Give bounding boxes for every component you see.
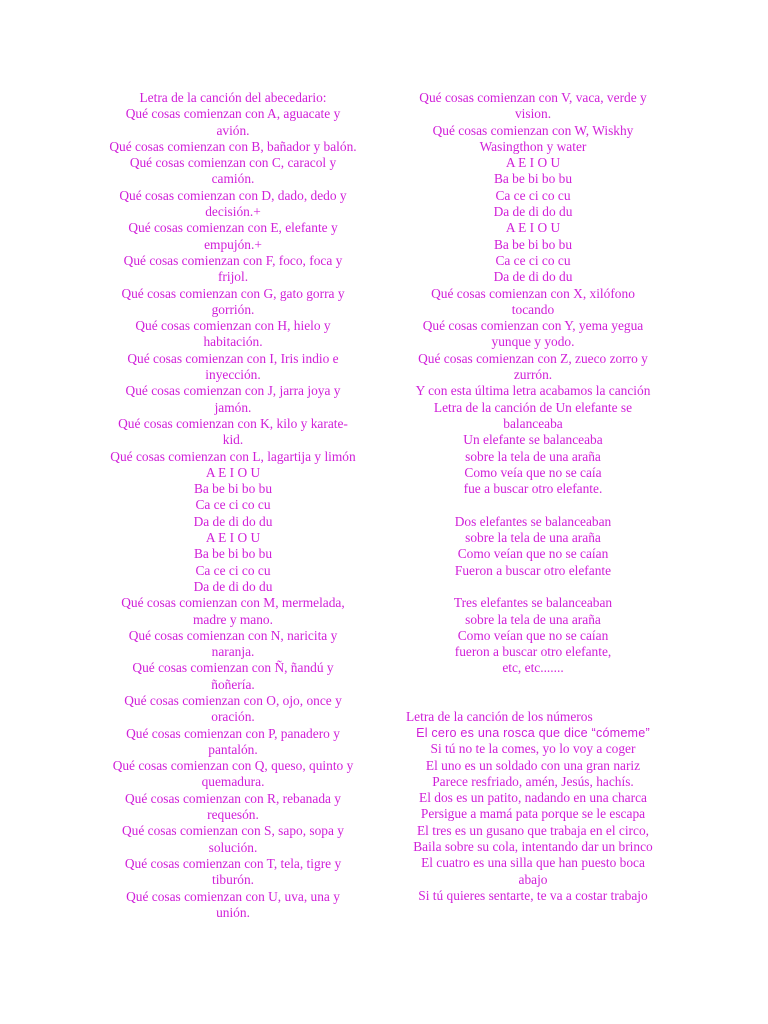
text-line: Qué cosas comienzan con L, lagartija y limón bbox=[110, 448, 356, 464]
text-line: Da de di do du bbox=[193, 578, 273, 594]
text-line: jamón. bbox=[214, 399, 252, 415]
text-line: Ca ce ci co cu bbox=[195, 562, 271, 578]
verse-line: El cuatro es una silla que han puesto boca bbox=[421, 855, 645, 871]
text-line: Qué cosas comienzan con Y, yema yegua bbox=[422, 318, 644, 334]
numeros-first-line: El cero es una rosca que dice “cómeme” bbox=[416, 725, 650, 740]
text-line: Qué cosas comienzan con V, vaca, verde y bbox=[419, 90, 647, 105]
text-line: empujón.+ bbox=[204, 236, 262, 252]
text-line: Qué cosas comienzan con O, ojo, once y bbox=[124, 692, 342, 708]
text-line: pantalón. bbox=[208, 741, 258, 757]
text-line: Da de di do du bbox=[493, 269, 573, 285]
text-line: unión. bbox=[216, 904, 250, 920]
text-line: Qué cosas comienzan con K, kilo y karate- bbox=[118, 415, 348, 431]
text-line: Qué cosas comienzan con D, dado, dedo y bbox=[119, 187, 347, 203]
text-line: Qué cosas comienzan con P, panadero y bbox=[126, 725, 340, 741]
text-line: Qué cosas comienzan con Ñ, ñandú y bbox=[132, 660, 334, 676]
text-line: Qué cosas comienzan con A, aguacate y bbox=[125, 106, 341, 122]
verse-line: abajo bbox=[518, 871, 548, 887]
text-line: solución. bbox=[208, 839, 258, 855]
verse-line: Si tú quieres sentarte, te va a costar trabajo bbox=[418, 887, 648, 903]
verse-line: Como veían que no se caían bbox=[457, 627, 609, 643]
text-line: Letra de la canción del abecedario: bbox=[139, 90, 327, 105]
text-line: Qué cosas comienzan con F, foco, foca y bbox=[123, 252, 343, 268]
text-line: Qué cosas comienzan con B, bañador y balón. bbox=[109, 138, 357, 154]
text-line: tocando bbox=[511, 301, 555, 317]
verse-line: El uno es un soldado con una gran nariz bbox=[425, 757, 641, 773]
verse-line: Persigue a mamá pata porque se le escapa bbox=[420, 806, 646, 822]
verse-line: fueron a buscar otro elefante, bbox=[454, 644, 612, 660]
verse-line: sobre la tela de una araña bbox=[465, 448, 601, 464]
verse-gap bbox=[400, 579, 666, 595]
text-line: Ca ce ci co cu bbox=[195, 497, 271, 513]
text-line: A E I O U bbox=[505, 220, 561, 236]
elefante-verse-2 bbox=[400, 514, 666, 579]
text-line: decisión.+ bbox=[205, 204, 261, 220]
elefante-verse-1 bbox=[400, 432, 666, 497]
verse-line: Un elefante se balanceaba bbox=[463, 432, 603, 448]
text-line: Qué cosas comienzan con J, jarra joya y bbox=[125, 383, 341, 399]
text-line: Da de di do du bbox=[493, 204, 573, 220]
text-line: A E I O U bbox=[505, 155, 561, 171]
verse-line: Tres elefantes se balanceaban bbox=[453, 595, 613, 611]
text-line: yunque y yodo. bbox=[491, 334, 575, 350]
text-line: Qué cosas comienzan con G, gato gorra y bbox=[121, 285, 345, 301]
text-line: Qué cosas comienzan con N, naricita y bbox=[128, 627, 338, 643]
text-line: Qué cosas comienzan con E, elefante y bbox=[128, 220, 338, 236]
verse-line: El tres es un gusano que trabaja en el circo, bbox=[416, 822, 649, 838]
text-line: gorrión. bbox=[211, 301, 255, 317]
text-line: oración. bbox=[211, 709, 255, 725]
text-line: inyección. bbox=[205, 367, 261, 383]
elefante-song bbox=[400, 400, 666, 677]
text-line: Ba be bi bo bu bbox=[493, 171, 573, 187]
text-line: Wasingthon y water bbox=[479, 138, 587, 154]
text-line: quemadura. bbox=[201, 774, 265, 790]
text-line: avión. bbox=[216, 122, 250, 138]
text-line: naranja. bbox=[211, 644, 255, 660]
elefante-title-line-2: balanceaba bbox=[503, 415, 563, 431]
text-line: madre y mano. bbox=[193, 611, 273, 627]
numeros-title: Letra de la canción de los números bbox=[406, 708, 593, 724]
verse-line: sobre la tela de una araña bbox=[465, 530, 601, 546]
verse-line: Como veía que no se caía bbox=[464, 464, 602, 480]
text-line: kid. bbox=[222, 432, 244, 448]
right-column bbox=[400, 90, 666, 904]
text-line: vision. bbox=[514, 106, 552, 122]
text-line: Qué cosas comienzan con I, Iris indio e bbox=[127, 350, 339, 366]
verse-gap bbox=[400, 497, 666, 513]
verse-line: Parece resfriado, amén, Jesús, hachís. bbox=[432, 773, 634, 789]
text-line: frijol. bbox=[217, 269, 249, 285]
verse-line: fue a buscar otro elefante. bbox=[463, 481, 603, 497]
text-line: Qué cosas comienzan con S, sapo, sopa y bbox=[121, 823, 344, 839]
numeros-lines bbox=[400, 741, 666, 904]
text-line: Qué cosas comienzan con R, rebanada y bbox=[124, 790, 342, 806]
text-line: Qué cosas comienzan con Q, queso, quinto y bbox=[112, 758, 354, 774]
text-line: Qué cosas comienzan con W, Wiskhy bbox=[432, 122, 634, 138]
text-line: Qué cosas comienzan con Z, zueco zorro y bbox=[418, 350, 648, 366]
text-line: Ba be bi bo bu bbox=[493, 236, 573, 252]
elefante-title-line-1: Letra de la canción de Un elefante se bbox=[433, 399, 633, 415]
text-line: Qué cosas comienzan con H, hielo y bbox=[135, 318, 331, 334]
text-line: Ba be bi bo bu bbox=[193, 546, 273, 562]
text-line: ñoñería. bbox=[211, 676, 255, 692]
text-line: A E I O U bbox=[205, 530, 261, 546]
section-gap bbox=[400, 677, 666, 709]
verse-line: El dos es un patito, nadando en una charca bbox=[419, 790, 647, 806]
verse-line: Baila sobre su cola, intentando dar un brinco bbox=[413, 839, 653, 855]
text-line: Qué cosas comienzan con T, tela, tigre y bbox=[124, 855, 342, 871]
text-line: Y con esta última letra acabamos la canción bbox=[415, 383, 651, 399]
text-line: tiburón. bbox=[211, 872, 255, 888]
text-line: habitación. bbox=[203, 334, 263, 350]
verse-line: Dos elefantes se balanceaban bbox=[454, 513, 612, 529]
abecedario-continuation bbox=[400, 90, 666, 400]
text-line: Ba be bi bo bu bbox=[193, 481, 273, 497]
text-line: requesón. bbox=[207, 807, 259, 823]
verse-line: Fueron a buscar otro elefante bbox=[454, 562, 612, 578]
elefante-verse-3 bbox=[400, 595, 666, 676]
verse-line: Si tú no te la comes, yo lo voy a coger bbox=[430, 741, 636, 757]
text-line: Qué cosas comienzan con C, caracol y bbox=[129, 155, 337, 171]
text-line: zurrón. bbox=[513, 367, 553, 383]
text-line: Ca ce ci co cu bbox=[495, 187, 571, 203]
text-line: Qué cosas comienzan con M, mermelada, bbox=[121, 595, 345, 611]
text-line: Qué cosas comienzan con U, uva, una y bbox=[126, 888, 340, 904]
verse-line: Como veían que no se caían bbox=[457, 546, 609, 562]
text-line: Ca ce ci co cu bbox=[495, 252, 571, 268]
text-line: Qué cosas comienzan con X, xilófono bbox=[431, 285, 635, 301]
text-line: camión. bbox=[211, 171, 255, 187]
text-line: Da de di do du bbox=[193, 513, 273, 529]
verse-line: etc, etc....... bbox=[502, 660, 564, 676]
numeros-song bbox=[400, 709, 666, 905]
verse-line: sobre la tela de una araña bbox=[465, 611, 601, 627]
text-line: A E I O U bbox=[205, 464, 261, 480]
left-column-abecedario bbox=[100, 90, 366, 921]
